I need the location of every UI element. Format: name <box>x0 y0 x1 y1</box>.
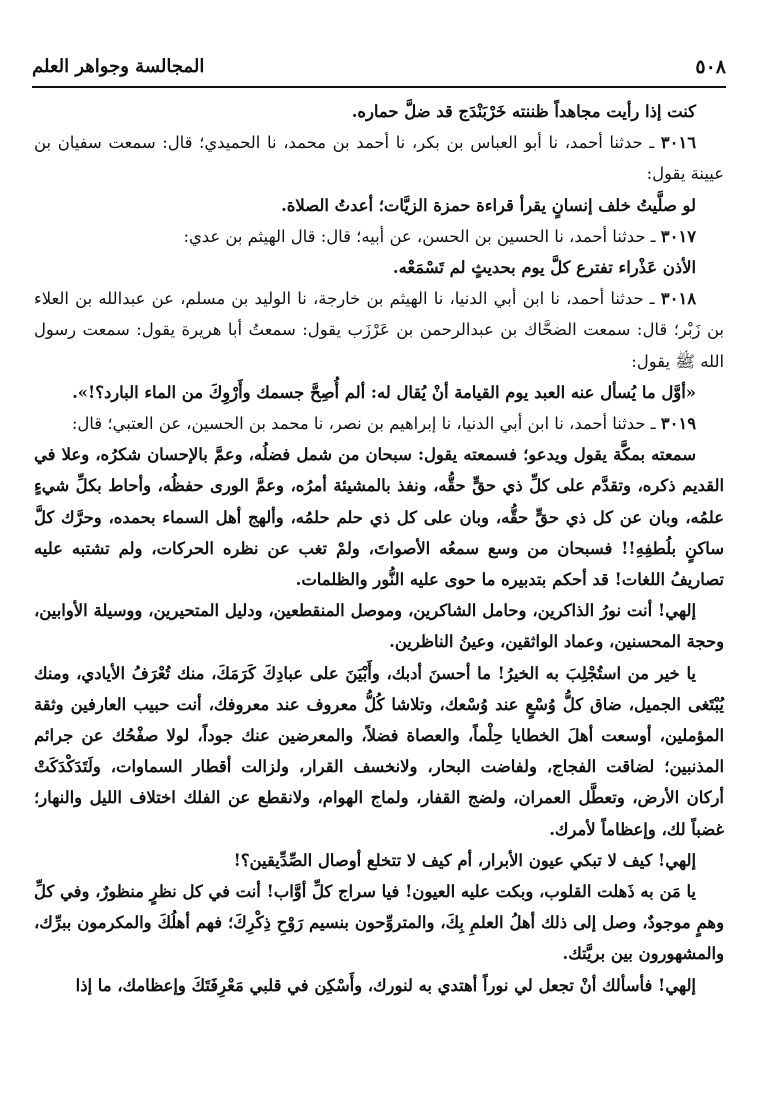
paragraph-text: ـ حدثنا أحمد، نا الحسين بن الحسن، عن أبيه؛ قال: قال الهيثم بن عدي: <box>183 226 661 246</box>
paragraph <box>34 439 724 595</box>
paragraph <box>34 221 724 252</box>
hadith-number: ٣٠١٩ <box>660 414 696 434</box>
paragraph <box>34 845 724 876</box>
paragraph-text: الأذن عَذْراء تفترع كلَّ يوم بحديثٍ لم تَسْمَعْه. <box>392 258 696 278</box>
paragraph-text: ـ حدثنا أحمد، نا ابن أبي الدنيا، نا الهيثم بن خارجة، نا الوليد بن مسلم، عن عبدالله بن العلاء بن زَبْر؛ قال: سمعت الضحَّاك بن عبدالرحمن بن عَرْزَب يقول: سمعتُ أبا هريرة يقول: سمعت رسول الله ﷺ يقول: <box>34 289 724 371</box>
paragraph <box>34 658 724 845</box>
paragraph <box>34 595 724 657</box>
paragraph <box>34 970 724 1001</box>
paragraph-text: لو صلَّيتُ خلف إنسانٍ يقرأ قراءة حمزة الزيَّات؛ أعدتُ الصلاة. <box>281 195 696 215</box>
paragraph <box>34 96 724 127</box>
paragraph <box>34 127 724 189</box>
paragraph <box>34 377 724 408</box>
paragraph-text: يا خير من استُجْلِبَ به الخيرُ! ما أحسنَ أدبك، وأَبْيَنَ على عبادِكَ كَرَمَكَ، منك تُعْرَفُ الأيادي، ومنك يُبْتَغى الجميل، ضاق كلُّ وُسْعٍ عند وُسْعك، وتلاشا كُلُّ معروف عند معروفك، أنت حبيب العارفين وثقة المؤملين، أوسعت أهلَ الخطايا حِلْماً، والعصاة فضلاً، والمعرضين عنك جوداً، لولا صفْحُك عن جرائم المذنبين؛ لضاقت الفجاج، ولفاضت البحار، ولانخسف القرار، ولزالت أقطار السماوات، ولَتَدَكْدَكَتْ أركان الأرض، وتعطَّل العمران، ولضج القفار، ولماج الهوام، ولانقطع عن الفلك اختلاف الليل والنهار؛ غضباً لك، وإعظاماً لأمرك. <box>34 663 724 839</box>
paragraph-text: ـ حدثنا أحمد، نا ابن أبي الدنيا، نا إبراهيم بن نصر، نا محمد بن الحسين، عن العتبي؛ قال: <box>71 414 661 434</box>
paragraph-text: إلهي! كيف لا تبكي عيون الأبرار، أم كيف لا تتخلع أوصال الصِّدِّيقين؟! <box>233 850 696 870</box>
paragraph <box>34 283 724 377</box>
hadith-number: ٣٠١٧ <box>660 226 696 246</box>
paragraph-text: سمعته بمكَّة يقول ويدعو؛ فسمعته يقول: سبحان من شمل فضلُه، وعمَّ بالإحسان شكرُه، وعلا في القديم ذكره، وتقدَّم على كلِّ ذي حقٍّ حقُّه، ونفذ بالمشيئة أمرُه، وعمَّ الورى حفظُه، وأحاط بكلِّ شيءٍ علمُه، وبان عن كل ذي حقٍّ حقُّه، وبان على كل ذي حلم حلمُه، وألهج أهل السماء بحمده، وحرَّك كلَّ ساكنٍ بلُطفِهِ!! فسبحان من وسع سمعُه الأصواتَ، ولمْ تغب عن نظره الحركات، ولم تشتبه عليه تصاريفُ اللغات! قد أحكم بتدبيره ما حوى عليه النُّور والظلمات. <box>34 445 724 590</box>
paragraph-text: كنت إذا رأيت مجاهداً ظننته خَرْبَنْدَج قد ضلَّ حماره. <box>351 102 696 121</box>
paragraph <box>34 408 724 439</box>
paragraph <box>34 252 724 283</box>
page-number: ٥٠٨ <box>695 56 726 78</box>
paragraph-text: «أوَّل ما يُسأل عنه العبد يوم القيامة أنْ يُقال له: ألم أُصِحَّ جسمك وأَرْوِكَ من الماء البارد؟!». <box>72 382 696 402</box>
running-title: المجالسة وجواهر العلم <box>32 56 205 77</box>
paragraph-text: إلهي! أنت نورُ الذاكرين، وحامل الشاكرين، وموصل المنقطعين، ودليل المتحيرين، ووسيلة الأوابين، وحجة المحسنين، وعماد الواثقين، وعينُ الناظرين. <box>34 601 724 652</box>
page-header <box>32 52 726 88</box>
hadith-number: ٣٠١٦ <box>660 133 696 153</box>
page-body <box>34 96 724 1001</box>
paragraph-text: ـ حدثنا أحمد، نا أبو العباس بن بكر، نا أحمد بن محمد، نا الحميدي؛ قال: سمعت سفيان بن عيينة يقول: <box>34 133 724 184</box>
paragraph-text: إلهي! فأسألك أنْ تجعل لي نوراً أهتدي به لنورك، وأَسْكِن في قلبي مَعْرِفَتَكَ وإعظامك، ما إذا <box>75 975 696 995</box>
paragraph-text: يا مَن به ذَهلت القلوب، وبكت عليه العيون! فيا سراج كلِّ أوَّاب! أنت في كل نظرٍ منظورٌ، وفي كلِّ وهمٍ موجودٌ، وصل إلى ذلك أهلُ العلمِ بِكَ، والمتروِّحون بنسيم رَوْحِ ذِكْرِكَ؛ فهم أهلُكَ والمكرمون ببرِّك، والمشهورون بين بريَّتك. <box>34 882 724 964</box>
paragraph <box>34 190 724 221</box>
hadith-number: ٣٠١٨ <box>660 289 696 309</box>
paragraph <box>34 876 724 970</box>
